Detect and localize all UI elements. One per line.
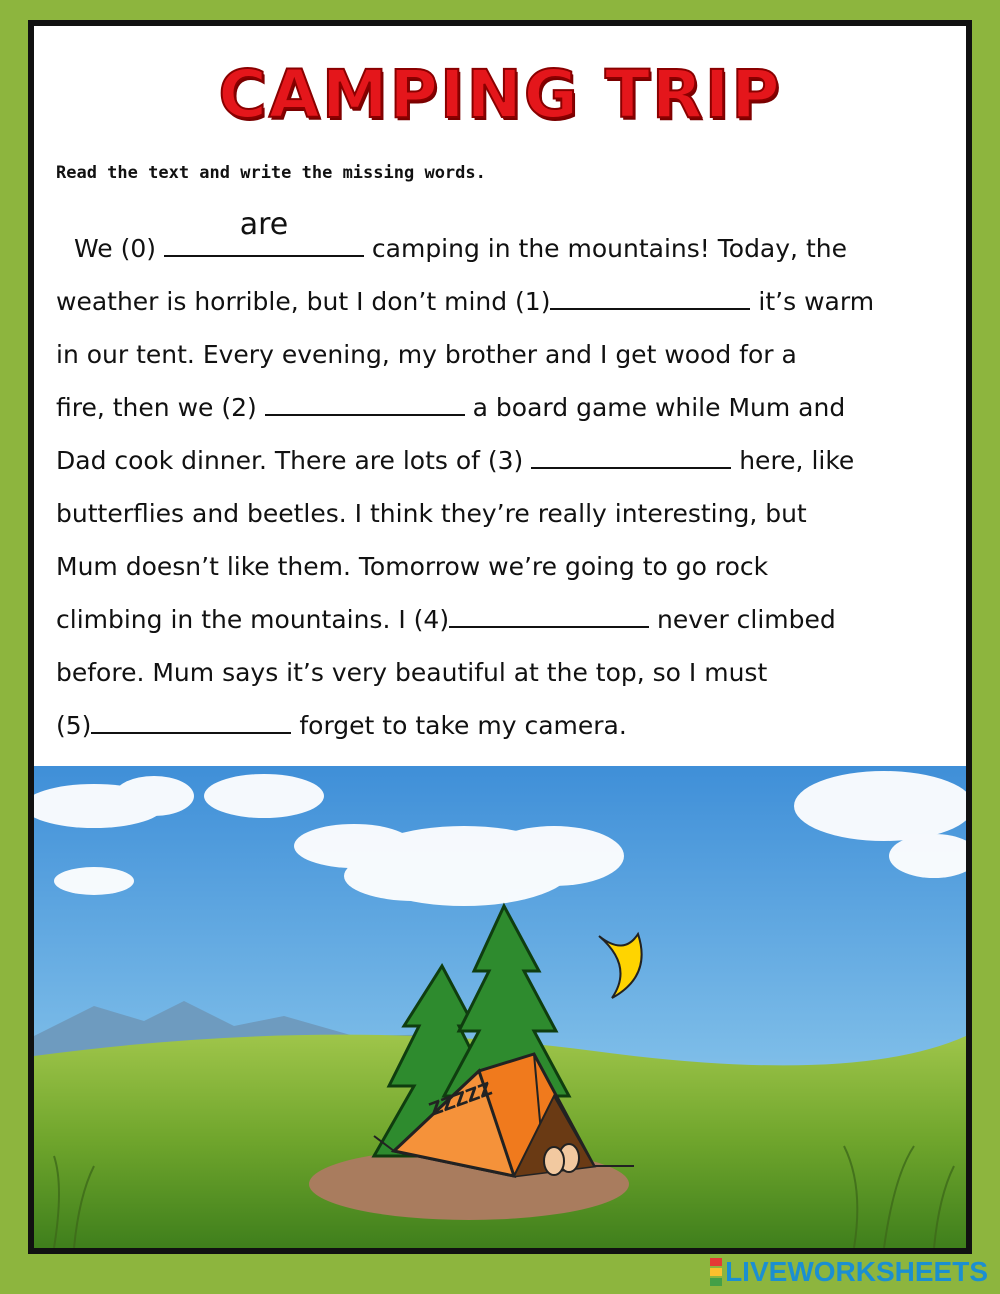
answer-blank-1[interactable] — [550, 282, 750, 310]
answer-value: are — [239, 207, 289, 242]
text-segment: it’s warm — [750, 287, 875, 316]
passage-line — [56, 207, 956, 275]
passage — [56, 207, 956, 752]
text-segment: Mum doesn’t like them. Tomorrow we’re going to go rock — [56, 552, 769, 581]
text-segment: butterflies and beetles. I think they’re really interesting, but — [56, 499, 807, 528]
passage-line — [56, 646, 956, 699]
passage-line — [56, 540, 956, 593]
text-segment: here, like — [731, 446, 855, 475]
text-segment: before. Mum says it’s very beautiful at the top, so I must — [56, 658, 768, 687]
text-segment: weather is horrible, but I don’t mind (1) — [56, 287, 551, 316]
page-title: CAMPING TRIP — [218, 56, 782, 133]
answer-blank-3[interactable] — [531, 441, 731, 469]
text-segment: climbing in the mountains. I (4) — [56, 605, 450, 634]
answer-blank-0[interactable] — [164, 207, 364, 257]
camping-illustration — [34, 766, 966, 1248]
passage-line — [56, 487, 956, 540]
text-segment: in our tent. Every evening, my brother and I get wood for a — [56, 340, 797, 369]
passage-line — [56, 328, 956, 381]
text-segment: forget to take my camera. — [291, 711, 627, 740]
passage-line — [56, 593, 956, 646]
logo-blocks-icon — [710, 1257, 722, 1287]
answer-blank-2[interactable] — [265, 388, 465, 416]
passage-line — [56, 434, 956, 487]
passage-line — [56, 275, 956, 328]
text-segment: never climbed — [649, 605, 836, 634]
passage-line — [56, 699, 956, 752]
instruction-text: Read the text and write the missing words. — [56, 163, 486, 183]
tent-sound: ZZZZZ — [426, 1078, 496, 1121]
answer-blank-5[interactable] — [91, 706, 291, 734]
answer-blank-4[interactable] — [449, 600, 649, 628]
text-segment: camping in the mountains! Today, the — [363, 234, 847, 263]
text-segment: (5) — [56, 711, 92, 740]
brand-name: LIVEWORKSHEETS — [725, 1256, 988, 1287]
text-segment: a board game while Mum and — [464, 393, 846, 422]
text-segment: fire, then we (2) — [56, 393, 265, 422]
worksheet-frame — [28, 20, 972, 1254]
text-segment: Dad cook dinner. There are lots of (3) — [56, 446, 532, 475]
worksheet-page — [34, 26, 966, 1248]
passage-line — [56, 381, 956, 434]
text-segment: We (0) — [74, 234, 164, 263]
liveworksheets-logo[interactable] — [710, 1256, 988, 1288]
